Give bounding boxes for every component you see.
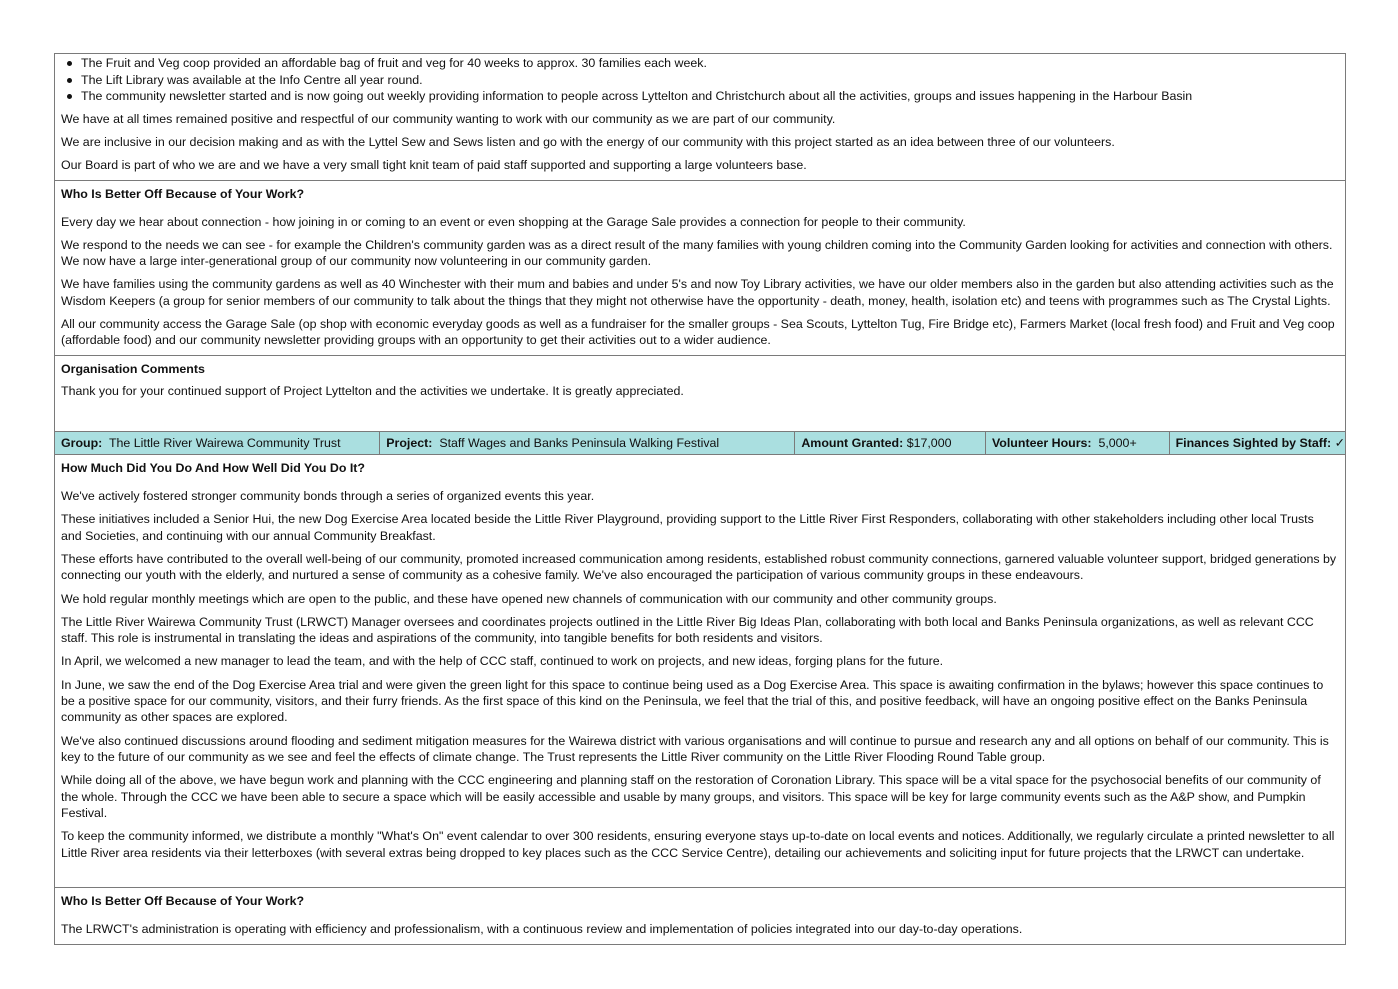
list-item: The Fruit and Veg coop provided an affordable bag of fruit and veg for 40 weeks to approx. 30 families each week. — [81, 55, 1337, 72]
volunteer-hours-cell — [985, 432, 1169, 454]
organisation-comment-text: Thank you for your continued support of Project Lyttelton and the activities we undertake. It is greatly appreciated. — [61, 383, 684, 398]
amount-value: $17,000 — [906, 436, 952, 451]
paragraph: We respond to the needs we can see - for example the Children's community garden was as a direct result of the many families with young children coming into the Community Garden looking for activities and connection with others. We now have a large inter-generational group of our community now volunteering in our community garden. — [61, 237, 1333, 269]
paragraph: In June, we saw the end of the Dog Exercise Area trial and were given the green light for this space to continue being used as a Dog Exercise Area. This space is awaiting confirmation in the bylaws; however this space continues to be a positive space for our community, visitors, and their furry friends. As the first space of this kind on the Peninsula, we feel that the trial of this, and positive feedback, will have an ongoing positive effect on the Banks Peninsula community as other spaces are explored. — [61, 677, 1324, 725]
paragraph: The LRWCT's administration is operating with efficiency and professionalism, with a continuous review and implementation of policies integrated into our day-to-day operations. — [61, 922, 1023, 937]
grant-info-bar — [55, 431, 1345, 455]
project-cell — [379, 432, 794, 454]
better-off-section-1 — [55, 180, 1345, 355]
organisation-comments-section — [55, 355, 1345, 431]
section-heading: Organisation Comments — [61, 361, 205, 376]
list-item: The community newsletter started and is now going out weekly providing information to people across Lyttelton and Christchurch about all the activities, groups and issues happening in the Harbour Basin — [81, 88, 1337, 105]
paragraph: We've also continued discussions around flooding and sediment mitigation measures for the Wairewa district with various organisations and will continue to pursue and research any and all options on behalf of our community. This is key to the future of our community as we see and feel the effects of climate change. The Trust represents the Little River community on the Little River Flooding Round Table group. — [61, 733, 1329, 765]
report-document — [54, 53, 1346, 945]
activities-bullet-list — [61, 55, 1337, 105]
paragraph: We've actively fostered stronger community bonds through a series of organized events this year. — [61, 489, 595, 504]
previous-trust-activities-section — [55, 54, 1345, 180]
section-heading: Who Is Better Off Because of Your Work? — [61, 186, 305, 201]
paragraph: To keep the community informed, we distribute a monthly "What's On" event calendar to over 300 residents, ensuring everyone stays up-to-date on local events and notices. Additionally, we regularly circulate a printed newsletter to all Little River area residents via their letterboxes (with several extras being dropped to key places such as the CCC Service Centre), detailing our achievements and soliciting input for future projects that the LRWCT can undertake. — [61, 829, 1335, 860]
amount-cell — [794, 432, 985, 454]
group-value: The Little River Wairewa Community Trust — [108, 436, 341, 451]
checkmark-icon: ✓ — [1334, 436, 1345, 451]
paragraph: We hold regular monthly meetings which are open to the public, and these have opened new channels of communication with our community and other community groups. — [61, 591, 997, 606]
project-value: Staff Wages and Banks Peninsula Walking Festival — [439, 436, 720, 451]
paragraph: We have families using the community gardens as well as 40 Winchester with their mum and babies and under 5's and now Toy Library activities, we have our older members also in the garden but also attending activities such as the Wisdom Keepers (a group for senior members of our community to talk about the things that they might not otherwise have the opportunity - death, money, health, isolation etc) and teens with programmes such as The Crystal Lights. — [61, 277, 1334, 308]
project-label: Project: — [386, 436, 433, 451]
volunteer-hours-label: Volunteer Hours: — [991, 436, 1092, 451]
paragraph: All our community access the Garage Sale (op shop with economic everyday goods as well as a fundraiser for the smaller groups - Sea Scouts, Lyttelton Tug, Fire Bridge etc), Farmers Market (local fresh food) and Fruit and Veg coop (affordable food) and our community newsletter providing groups with an opportunity to get their activities out to a wider audience. — [61, 317, 1335, 348]
paragraph: The Little River Wairewa Community Trust (LRWCT) Manager oversees and coordinates projects outlined in the Little River Big Ideas Plan, collaborating with both local and Banks Peninsula organizations, as well as relevant CCC staff. This role is instrumental in translating the ideas and aspirations of the community, into tangible benefits for both residents and visitors. — [61, 614, 1314, 646]
amount-label: Amount Granted: — [801, 436, 904, 451]
section-heading: Who Is Better Off Because of Your Work? — [61, 894, 305, 909]
paragraph: Our Board is part of who we are and we have a very small tight knit team of paid staff supported and supporting a large volunteers base. — [61, 158, 807, 173]
better-off-section-2 — [55, 887, 1345, 943]
how-much-section — [55, 455, 1345, 887]
section-heading: How Much Did You Do And How Well Did You Do It? — [61, 461, 366, 476]
paragraph: These efforts have contributed to the overall well-being of our community, promoted increased communication among residents, established robust community connections, garnered valuable volunteer support, bridged generations by connecting our youth with the elderly, and nurtured a sense of community as a cohesive family. We've also encouraged the participation of various community groups in these endeavours. — [61, 552, 1337, 583]
volunteer-hours-value: 5,000+ — [1098, 436, 1137, 451]
paragraph: In April, we welcomed a new manager to lead the team, and with the help of CCC staff, continued to work on projects, and new ideas, forging plans for the future. — [61, 654, 944, 669]
finances-sighted-cell — [1169, 432, 1345, 454]
paragraph: We are inclusive in our decision making and as with the Lyttel Sew and Sews listen and go with the energy of our community with this project started as an idea between three of our volunteers. — [61, 134, 1115, 149]
group-label: Group: — [61, 436, 103, 451]
group-cell — [55, 432, 379, 454]
paragraph: These initiatives included a Senior Hui, the new Dog Exercise Area located beside the Little River Playground, providing support to the Little River First Responders, collaborating with other stakeholders including other local Trusts and Societies, and continuing with our annual Community Breakfast. — [61, 512, 1314, 543]
paragraph: While doing all of the above, we have begun work and planning with the CCC engineering and planning staff on the restoration of Coronation Library. This space will be a vital space for the psychosocial benefits of our community of the whole. Through the CCC we have been able to secure a space which will be easily accessible and usable by many groups, and visitors. This space will be key for large community events such as the A&P show, and Pumpkin Festival. — [61, 773, 1321, 821]
finances-sighted-label: Finances Sighted by Staff: — [1175, 436, 1332, 451]
paragraph: We have at all times remained positive and respectful of our community wanting to work with our community as we are part of our community. — [61, 111, 836, 126]
list-item: The Lift Library was available at the Info Centre all year round. — [81, 72, 1337, 89]
paragraph: Every day we hear about connection - how joining in or coming to an event or even shopping at the Garage Sale provides a connection for people to their community. — [61, 214, 966, 229]
